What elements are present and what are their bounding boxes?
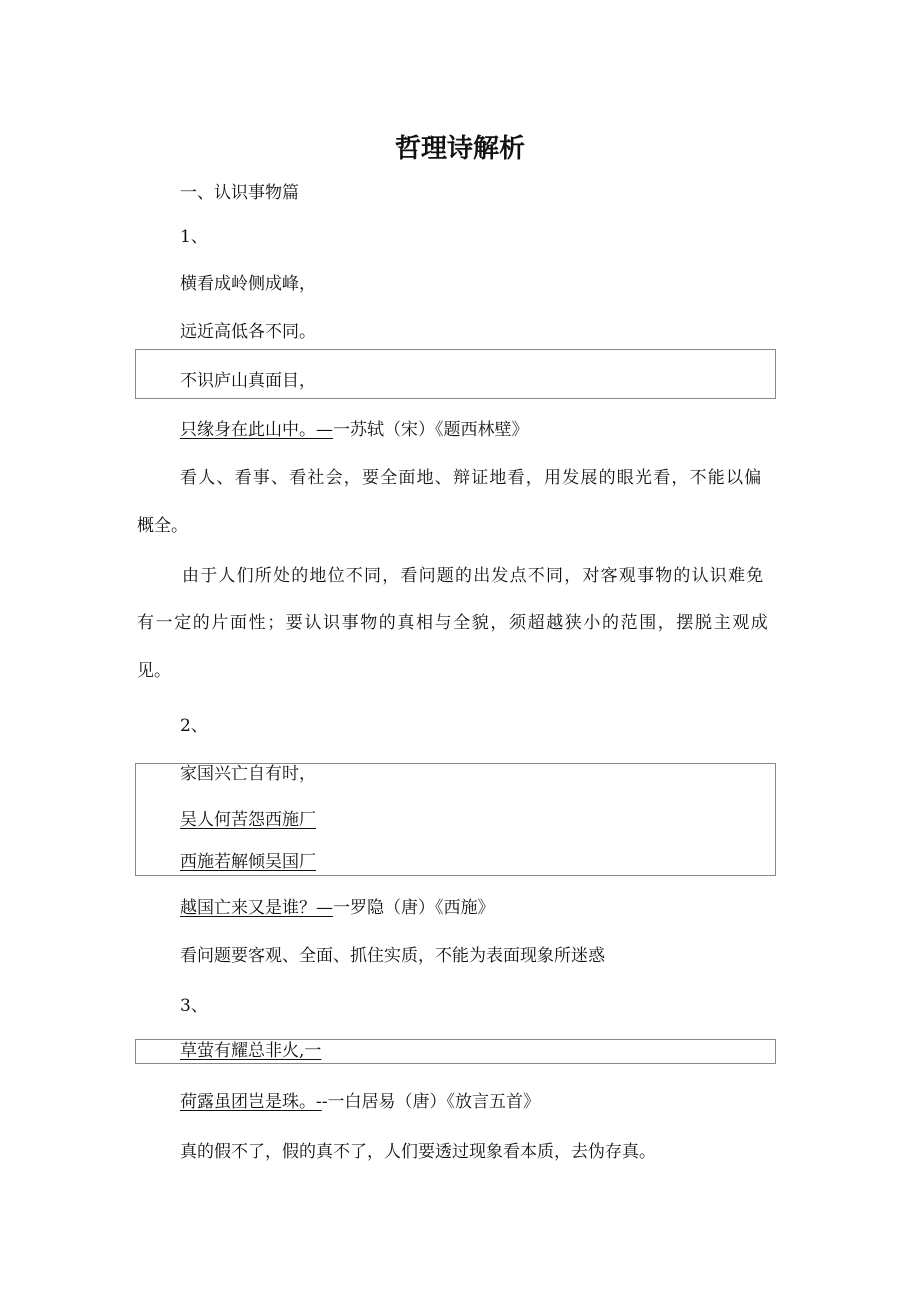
item-number: 2、 (180, 716, 208, 736)
underlined-text: 越国亡来又是谁？— (180, 898, 333, 918)
poem-line: 西施若解倾吴国厂 (180, 852, 316, 872)
poem-attribution (180, 898, 495, 918)
commentary: 由于人们所处的地位不同，看问题的出发点不同，对客观事物的认识难免 (182, 566, 765, 586)
poem-attribution (180, 1092, 540, 1112)
poem-line: 家国兴亡自有时， (180, 764, 316, 784)
commentary: 概全。 (137, 516, 188, 536)
commentary: 看人、看事、看社会，要全面地、辩证地看，用发展的眼光看，不能以偏 (180, 468, 763, 488)
commentary: 真的假不了，假的真不了，人们要透过现象看本质，去伪存真。 (180, 1142, 656, 1162)
attribution-text: -一白居易（唐）《放言五首》 (321, 1092, 540, 1112)
poem-line: 草萤有耀总非火,一 (180, 1041, 322, 1061)
commentary: 有一定的片面性；要认识事物的真相与全貌，须超越狭小的范围，摆脱主观成 (137, 613, 770, 633)
attribution-text: 一苏轼（宋）《题西林壁》 (333, 420, 529, 440)
poem-line: 横看成岭侧成峰， (180, 274, 316, 294)
poem-line: 不识庐山真面目， (180, 371, 316, 391)
commentary: 见。 (137, 661, 171, 681)
item-number: 3、 (180, 996, 208, 1016)
item-number: 1、 (180, 227, 208, 247)
document-title: 哲理诗解析 (394, 134, 525, 164)
poem-attribution (180, 420, 529, 440)
poem-line: 远近高低各不同。 (180, 322, 316, 342)
attribution-text: 一罗隐（唐）《西施》 (333, 898, 495, 918)
section-heading: 一、认识事物篇 (180, 183, 299, 203)
poem-line: 吴人何苦怨西施厂 (180, 810, 316, 830)
underlined-text: 荷露虽团岂是珠。- (180, 1092, 322, 1112)
commentary: 看问题要客观、全面、抓住实质，不能为表面现象所迷惑 (180, 946, 605, 966)
underlined-text: 只缘身在此山中。— (180, 420, 333, 440)
